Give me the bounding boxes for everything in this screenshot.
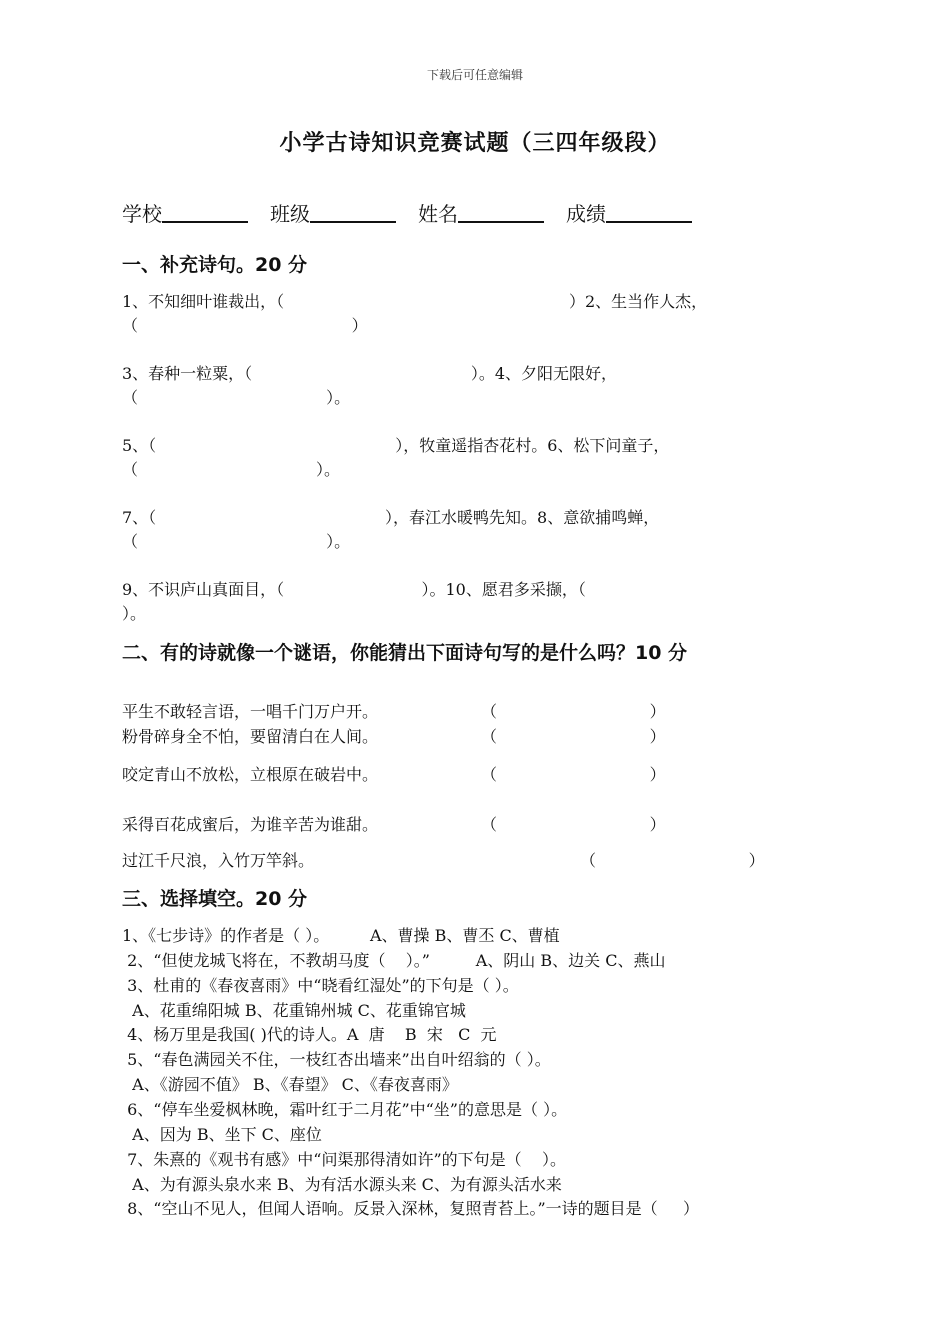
section-heading: 三、选择填空。20 分 bbox=[122, 888, 308, 910]
section-line: 5、（ ），牧童遥指杏花村。6、松下问童子， bbox=[122, 436, 670, 455]
riddle-answer-blank[interactable]: （ ） bbox=[481, 765, 666, 784]
section-line: （ ）。 bbox=[122, 460, 341, 479]
question-line: 1、《七步诗》的作者是（ ）。 A、曹操 B、曹丕 C、曹植 bbox=[122, 926, 560, 945]
section-line: 7、（ ），春江水暖鸭先知。8、意欲捕鸣蝉， bbox=[122, 508, 660, 527]
riddle-text: 过江千尺浪，入竹万竿斜。 bbox=[122, 851, 315, 870]
name-blank[interactable] bbox=[458, 201, 544, 223]
question-line: A、为有源头泉水来 B、为有活水源头来 C、为有源头活水来 bbox=[122, 1175, 562, 1194]
section-line: （ ）。 bbox=[122, 388, 351, 407]
student-info-row bbox=[122, 198, 714, 227]
school-label: 学校 bbox=[122, 202, 162, 226]
section-line: 1、不知细叶谁裁出，（ ）2、生当作人杰， bbox=[122, 292, 708, 311]
score-label: 成绩 bbox=[566, 202, 606, 226]
question-line: 2、“但使龙城飞将在，不教胡马度（ ）。” A、阴山 B、边关 C、燕山 bbox=[122, 951, 666, 970]
score-blank[interactable] bbox=[606, 201, 692, 223]
section-line: ）。 bbox=[122, 604, 147, 623]
riddle-text: 平生不敢轻言语，一唱千门万户开。 bbox=[122, 702, 379, 721]
question-line: 4、杨万里是我国( )代的诗人。A 唐 B 宋 C 元 bbox=[122, 1025, 497, 1044]
riddle-text: 粉骨碎身全不怕，要留清白在人间。 bbox=[122, 727, 379, 746]
section-line: （ ）。 bbox=[122, 532, 351, 551]
section-line: 9、不识庐山真面目，（ ）。10、愿君多采撷，（ bbox=[122, 580, 586, 599]
name-label: 姓名 bbox=[418, 202, 458, 226]
school-blank[interactable] bbox=[162, 201, 248, 223]
riddle-answer-blank[interactable]: （ ） bbox=[481, 702, 666, 721]
page-header-note: 下载后可任意编辑 bbox=[426, 68, 523, 82]
question-line: 7、朱熹的《观书有感》中“问渠那得清如许”的下句是（ ）。 bbox=[122, 1150, 566, 1169]
riddle-answer-blank[interactable]: （ ） bbox=[481, 815, 666, 834]
section-heading: 二、有的诗就像一个谜语，你能猜出下面诗句写的是什么吗？10 分 bbox=[122, 642, 688, 664]
question-line: A、《游园不值》 B、《春望》 C、《春夜喜雨》 bbox=[122, 1075, 458, 1094]
page-title: 小学古诗知识竞赛试题（三四年级段） bbox=[279, 131, 671, 156]
section-line: （ ） bbox=[122, 316, 368, 335]
class-label: 班级 bbox=[270, 202, 310, 226]
riddle-text: 采得百花成蜜后，为谁辛苦为谁甜。 bbox=[122, 815, 379, 834]
question-line: A、因为 B、坐下 C、座位 bbox=[122, 1125, 322, 1144]
riddle-answer-blank[interactable]: （ ） bbox=[481, 727, 666, 746]
question-line: 3、杜甫的《春夜喜雨》中“晓看红湿处”的下句是（ ）。 bbox=[122, 976, 519, 995]
riddle-answer-blank[interactable]: （ ） bbox=[580, 851, 765, 870]
question-line: 6、“停车坐爱枫林晚，霜叶红于二月花”中“坐”的意思是（ ）。 bbox=[122, 1100, 568, 1119]
section-line: 3、春种一粒粟，（ ）。4、夕阳无限好， bbox=[122, 364, 618, 383]
question-line: 8、“空山不见人，但闻人语响。反景入深林，复照青苔上。”一诗的题目是（ ） bbox=[122, 1199, 700, 1218]
riddle-text: 咬定青山不放松，立根原在破岩中。 bbox=[122, 765, 379, 784]
question-line: 5、“春色满园关不住，一枝红杏出墙来”出自叶绍翁的（ ）。 bbox=[122, 1050, 551, 1069]
question-line: A、花重绵阳城 B、花重锦州城 C、花重锦官城 bbox=[122, 1001, 466, 1020]
section-heading: 一、补充诗句。20 分 bbox=[122, 254, 308, 276]
class-blank[interactable] bbox=[310, 201, 396, 223]
